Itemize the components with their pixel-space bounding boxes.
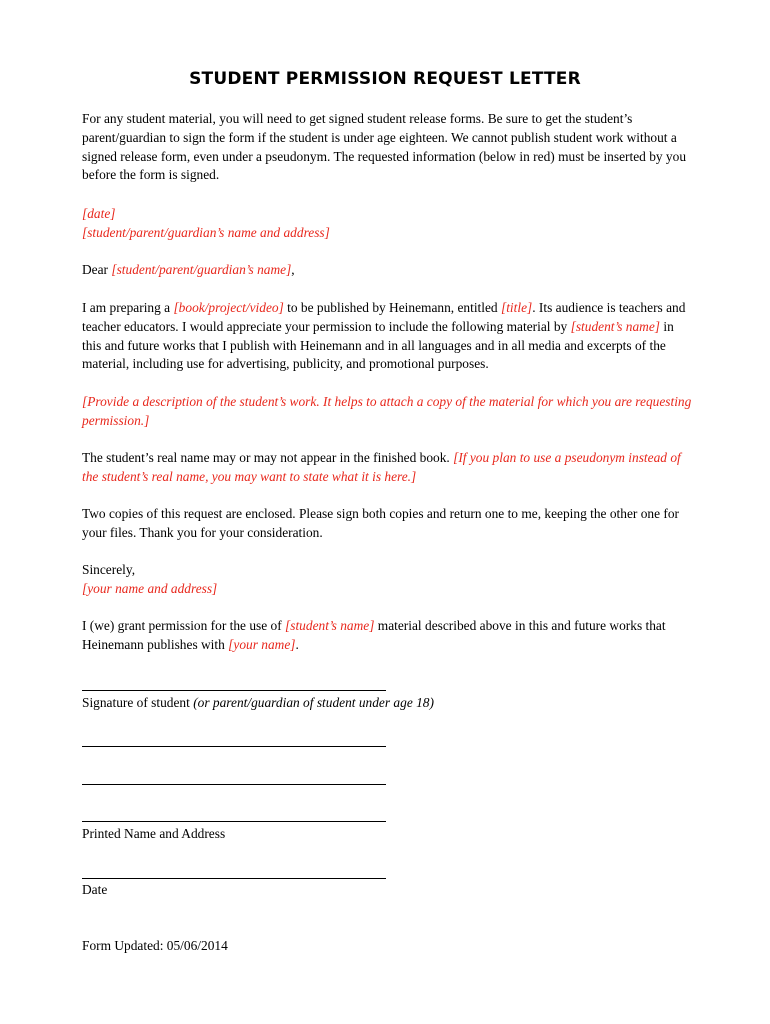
- recipient-placeholder: [student/parent/guardian’s name and address]: [82, 224, 330, 240]
- signer-placeholder: [your name and address]: [82, 580, 218, 596]
- printed-name-line[interactable]: [82, 821, 386, 822]
- date-line[interactable]: [82, 878, 386, 879]
- signature-label-text: Signature of student: [82, 695, 194, 710]
- grant-text-1: I (we) grant permission for the use of: [82, 618, 286, 633]
- media-type-placeholder: [book/project/video]: [173, 300, 284, 315]
- footer-form-updated: Form Updated: 05/06/2014: [82, 938, 228, 953]
- date-label: Date: [82, 882, 108, 897]
- salutation-suffix: ,: [291, 262, 295, 277]
- printed-name-label: Printed Name and Address: [82, 826, 226, 841]
- description-placeholder: [Provide a description of the student’s work. It helps to attach a copy of the material for which you are requesting permission.]: [82, 394, 692, 428]
- body-paragraph-3: Two copies of this request are enclosed. Please sign both copies and return one to me, keeping the other one for your files. Thank you for your consideration.: [82, 506, 680, 540]
- body-paragraph-1: [82, 299, 694, 374]
- body-paragraph-2: [82, 449, 694, 487]
- page-title: STUDENT PERMISSION REQUEST LETTER: [189, 69, 581, 89]
- grant-student-name-placeholder: [student’s name]: [285, 618, 375, 633]
- body2-text: The student’s real name may or may not appear in the finished book.: [82, 450, 454, 465]
- body1-text-3: . Its audience is teachers and teacher educators. I would appreciate your permission to include the following material by: [82, 300, 686, 334]
- signature-label: [82, 694, 434, 713]
- closing-sincerely: Sincerely,: [82, 562, 136, 577]
- student-name-placeholder: [student’s name]: [570, 318, 661, 334]
- letter-header: [82, 205, 694, 243]
- grant-your-name-placeholder: [your name]: [228, 636, 296, 652]
- date-placeholder: [date]: [82, 206, 116, 221]
- salutation: [82, 261, 694, 280]
- grant-text-3: .: [295, 636, 299, 652]
- signature-note: (or parent/guardian of student under age 18): [193, 695, 434, 710]
- signature-line[interactable]: [82, 690, 386, 691]
- blank-line-1[interactable]: [82, 746, 386, 747]
- body1-text-1: I am preparing a: [82, 300, 174, 315]
- body1-text-2: to be published by Heinemann, entitled: [283, 300, 501, 315]
- grant-text-2: material described above in this and future works that Heinemann publishes with: [82, 618, 666, 652]
- grant-paragraph: [82, 617, 694, 655]
- closing: [82, 561, 694, 599]
- intro-paragraph: For any student material, you will need to get signed student release forms. Be sure to get the student’s parent/guardian to sign the form if the student is under age eighteen. We cannot publish student work without a signed release form, even under a pseudonym. The requested information (below in red) must be inserted by you before the form is signed.: [82, 111, 687, 183]
- title-placeholder: [title]: [500, 300, 533, 315]
- salutation-prefix: Dear: [82, 262, 112, 277]
- pseudonym-placeholder: [If you plan to use a pseudonym instead of the student’s real name, you may want to state what it is here.]: [82, 450, 681, 484]
- salutation-name-placeholder: [student/parent/guardian’s name]: [111, 262, 292, 277]
- blank-line-2[interactable]: [82, 784, 386, 785]
- body1-text-4: in this and future works that I publish with Heinemann and in all languages and in all media and excerpts of the material, including use for advertising, publicity, and promotional purposes.: [82, 318, 674, 372]
